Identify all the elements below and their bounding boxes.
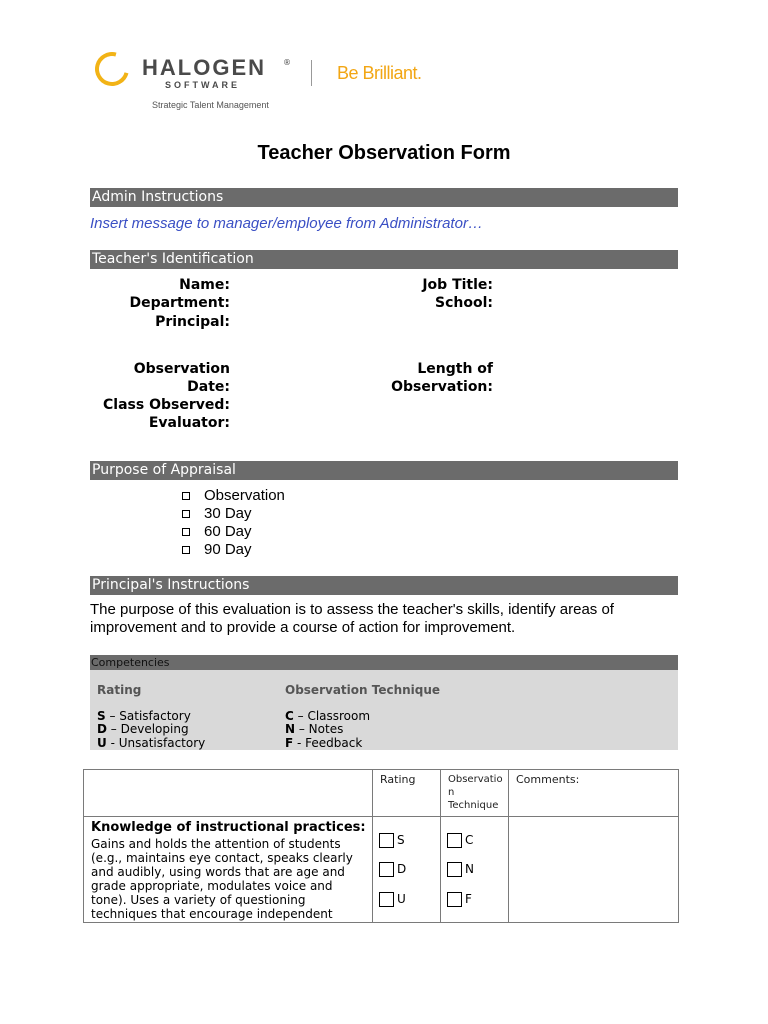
table-header-empty — [83, 769, 373, 817]
competency-title: Knowledge of instructional practices: — [91, 820, 366, 835]
name-label: Name: — [179, 277, 230, 293]
admin-message[interactable]: Insert message to manager/employee from Administrator… — [90, 215, 483, 232]
technique-legend-item: N – Notes — [285, 722, 344, 736]
rating-checkbox-d[interactable] — [379, 862, 394, 877]
rating-legend-item: S – Satisfactory — [97, 709, 191, 723]
technique-legend-item: F - Feedback — [285, 736, 363, 750]
rating-option-label: S — [397, 833, 405, 847]
competencies-bar: Competencies — [90, 655, 678, 670]
principal-label: Principal: — [155, 314, 230, 330]
technique-column-label: Observatio n Technique — [448, 774, 503, 811]
brand-name: HALOGEN — [142, 55, 266, 80]
form-title: Teacher Observation Form — [257, 142, 511, 164]
length-of-observation-label-1: Length of — [417, 361, 493, 377]
brand-subtitle: SOFTWARE — [165, 80, 240, 90]
rating-cell — [372, 816, 441, 923]
section-bar-teacher-identification: Teacher's Identification — [90, 250, 678, 269]
rating-option-label: U — [397, 892, 406, 906]
table-header-rating — [372, 769, 441, 817]
technique-checkbox-n[interactable] — [447, 862, 462, 877]
purpose-checkbox-observation[interactable] — [182, 492, 190, 500]
principal-instructions-text: The purpose of this evaluation is to assess the teacher's skills, identify areas of improvement and to provide a course of action for improvement. — [90, 601, 614, 636]
evaluation-table — [83, 769, 679, 923]
technique-legend-title: Observation Technique — [285, 683, 441, 697]
class-observed-label: Class Observed: — [103, 397, 230, 413]
rating-checkbox-s[interactable] — [379, 833, 394, 848]
table-header-technique — [440, 769, 509, 817]
rating-legend-item: U - Unsatisfactory — [97, 736, 206, 750]
brand-tagline: Strategic Talent Management — [152, 100, 269, 110]
section-bar-purpose-of-appraisal: Purpose of Appraisal — [90, 461, 678, 480]
rating-column-label: Rating — [380, 773, 416, 786]
job-title-label: Job Title: — [422, 277, 493, 293]
technique-option-label: C — [465, 833, 474, 847]
halogen-logo-icon — [89, 46, 135, 92]
rating-option-label: D — [397, 862, 407, 876]
table-row — [83, 816, 373, 923]
department-label: Department: — [129, 295, 230, 311]
technique-legend-item: C – Classroom — [285, 709, 371, 723]
logo-divider — [311, 60, 312, 86]
purpose-option-label: 30 Day — [204, 505, 252, 522]
purpose-option-label: 90 Day — [204, 541, 252, 558]
evaluator-label: Evaluator: — [148, 415, 230, 431]
brand-slogan: Be Brilliant. — [337, 63, 422, 83]
school-label: School: — [435, 295, 493, 311]
rating-legend-title: Rating — [97, 683, 142, 697]
comments-column-label: Comments: — [516, 773, 580, 786]
purpose-option-label: 60 Day — [204, 523, 252, 540]
comments-cell[interactable] — [508, 816, 679, 923]
competency-description: Gains and holds the attention of students (e.g., maintains eye contact, speaks clearly and audibly, using words that are age and grade appropriate, modulates voice and tone). Uses a variety of questioning techniques that encourage independent — [91, 837, 353, 921]
technique-cell — [440, 816, 509, 923]
purpose-option-label: Observation — [204, 487, 285, 504]
purpose-checkbox-30-day[interactable] — [182, 510, 190, 518]
technique-checkbox-c[interactable] — [447, 833, 462, 848]
section-bar-principal-instructions: Principal's Instructions — [90, 576, 678, 595]
technique-checkbox-f[interactable] — [447, 892, 462, 907]
rating-checkbox-u[interactable] — [379, 892, 394, 907]
observation-date-label: Observation Date: — [133, 361, 230, 395]
technique-option-label: N — [465, 862, 474, 876]
purpose-checkbox-90-day[interactable] — [182, 546, 190, 554]
rating-legend-item: D – Developing — [97, 722, 189, 736]
registered-mark: ® — [283, 58, 291, 67]
purpose-checkbox-60-day[interactable] — [182, 528, 190, 536]
section-bar-admin-instructions: Admin Instructions — [90, 188, 678, 207]
length-of-observation-label-2: Observation: — [391, 379, 493, 395]
table-header-comments — [508, 769, 679, 817]
technique-option-label: F — [465, 892, 472, 906]
